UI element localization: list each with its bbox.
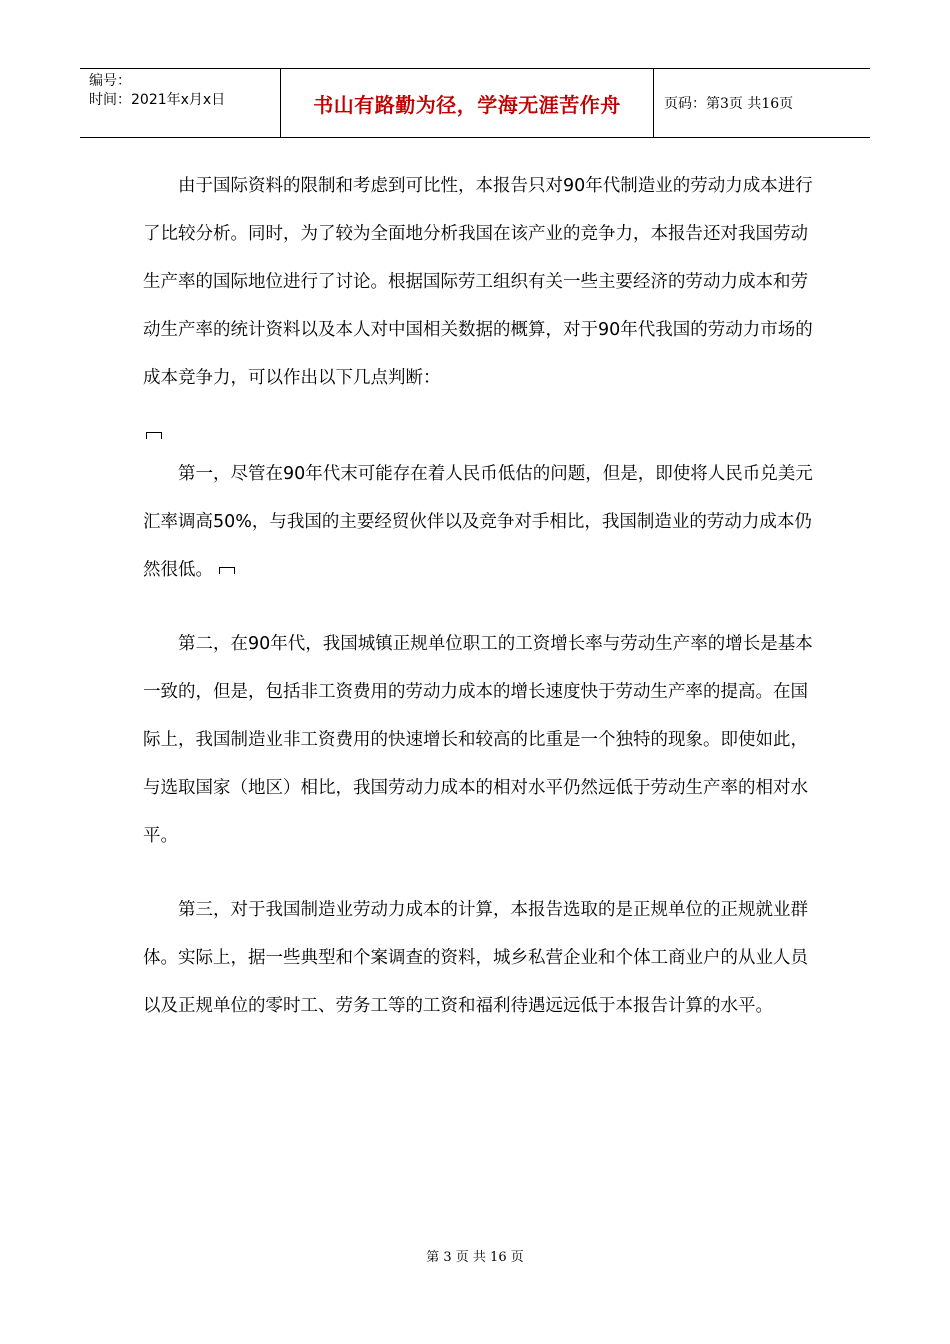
paragraph-first <box>143 450 813 594</box>
paragraph-mark-icon <box>143 402 813 450</box>
page-header <box>80 68 870 138</box>
document-date-label: 时间：2021年x月x日 <box>89 92 226 108</box>
document-body <box>143 162 813 1030</box>
header-motto: 书山有路勤为径，学海无涯苦作舟 <box>281 69 654 137</box>
paragraph-third: 第三，对于我国制造业劳动力成本的计算，本报告选取的是正规单位的正规就业群体。实际上，据一些典型和个案调查的资料，城乡私营企业和个体工商业户的从业人员以及正规单位的零时工、劳务工等的工资和福利待遇远远低于本报告计算的水平。 <box>143 900 808 1016</box>
header-page-info: 页码：第3页 共16页 <box>664 96 794 112</box>
paragraph-intro: 由于国际资料的限制和考虑到可比性，本报告只对90年代制造业的劳动力成本进行了比较分析。同时，为了较为全面地分析我国在该产业的竞争力，本报告还对我国劳动生产率的国际地位进行了讨论。根据国际劳工组织有关一些主要经济的劳动力成本和劳动生产率的统计资料以及本人对中国相关数据的概算，对于90年代我国的劳动力市场的成本竞争力，可以作出以下几点判断： <box>143 176 813 388</box>
paragraph-first-text: 第一，尽管在90年代末可能存在着人民币低估的问题，但是，即使将人民币兑美元汇率调高50%，与我国的主要经贸伙伴以及竞争对手相比，我国制造业的劳动力成本仍然很低。 <box>143 464 813 580</box>
header-meta-cell <box>80 69 281 137</box>
paragraph-second: 第二，在90年代，我国城镇正规单位职工的工资增长率与劳动生产率的增长是基本一致的，但是，包括非工资费用的劳动力成本的增长速度快于劳动生产率的提高。在国际上，我国制造业非工资费用的快速增长和较高的比重是一个独特的现象。即使如此，与选取国家（地区）相比，我国劳动力成本的相对水平仍然远低于劳动生产率的相对水平。 <box>143 634 813 846</box>
page-footer: 第 3 页 共 16 页 <box>426 1250 524 1265</box>
document-number-label: 编号： <box>89 73 131 89</box>
paragraph-mark-icon <box>219 567 235 574</box>
